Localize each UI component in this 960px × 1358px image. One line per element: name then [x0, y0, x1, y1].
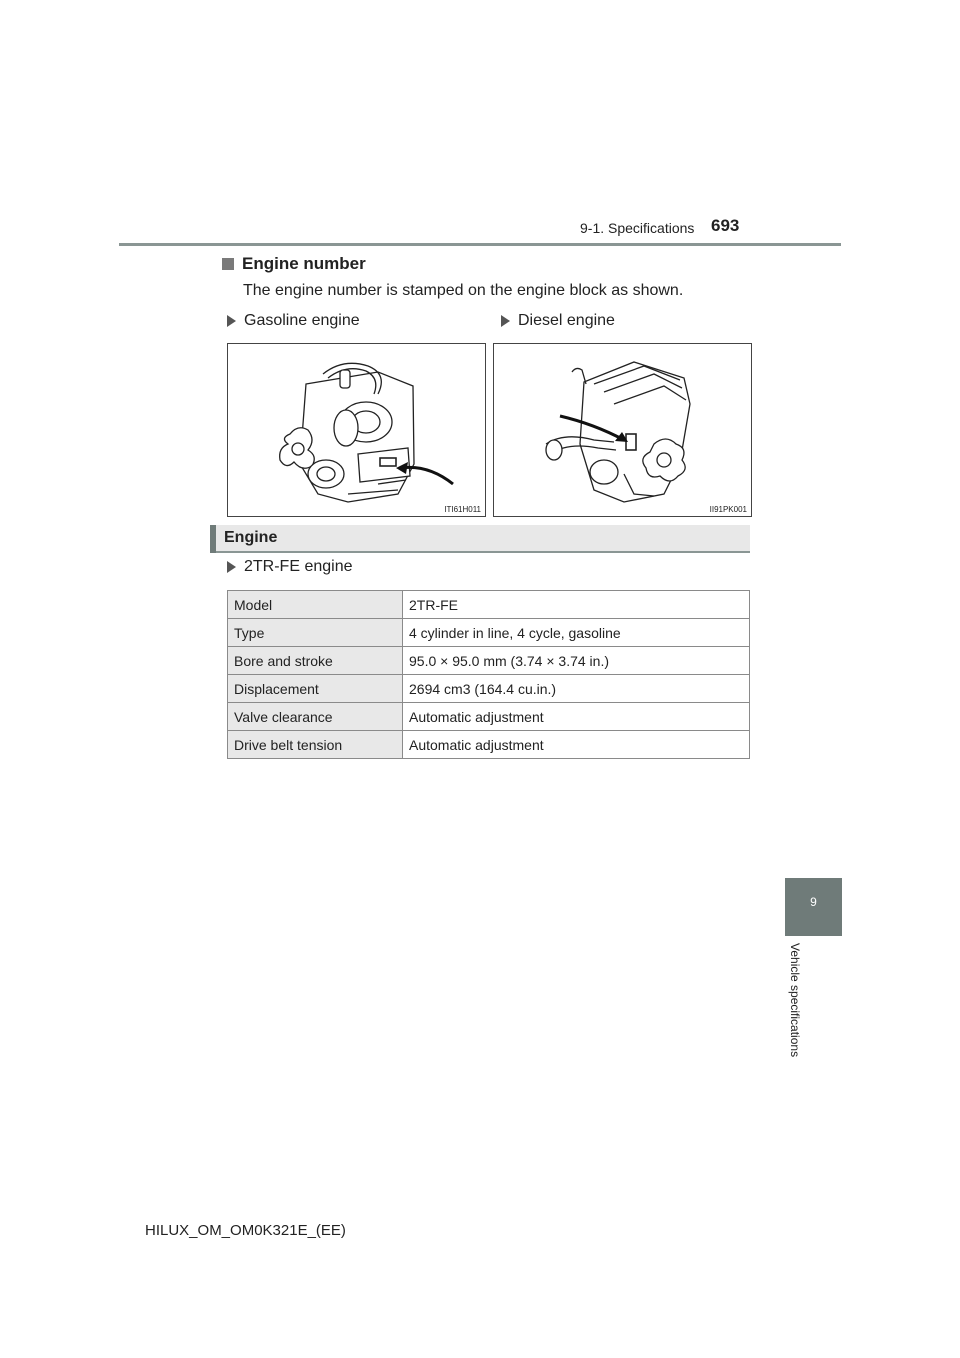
table-row: [228, 647, 750, 675]
triangle-bullet-icon: [501, 315, 510, 327]
chapter-label-text: Vehicle specifications: [788, 943, 802, 1058]
spec-value: 95.0 × 95.0 mm (3.74 × 3.74 in.): [403, 647, 750, 675]
diesel-engine-drawing: [494, 344, 751, 516]
engine-variant-text: 2TR-FE engine: [244, 558, 353, 575]
gasoline-engine-label: [227, 312, 360, 330]
engine-number-heading-text: Engine number: [242, 254, 366, 273]
gasoline-engine-text: Gasoline engine: [244, 312, 360, 329]
table-row: [228, 619, 750, 647]
spec-key: Valve clearance: [228, 703, 403, 731]
engine-variant-label: [227, 558, 353, 576]
section-heading: 9-1. Specifications: [580, 220, 695, 236]
chapter-label: [786, 943, 808, 1088]
diesel-engine-text: Diesel engine: [518, 312, 615, 329]
spec-value: 2TR-FE: [403, 591, 750, 619]
gasoline-engine-drawing: [228, 344, 485, 516]
engine-spec-table: [227, 590, 750, 759]
spec-key: Model: [228, 591, 403, 619]
diesel-engine-label: [501, 312, 615, 330]
spec-key: Type: [228, 619, 403, 647]
section-bar-stripe: [210, 525, 216, 553]
spec-value: 2694 cm3 (164.4 cu.in.): [403, 675, 750, 703]
gasoline-engine-illustration: [227, 343, 486, 517]
spec-key: Displacement: [228, 675, 403, 703]
engine-number-heading: [222, 254, 366, 274]
gasoline-image-code: ITI61H011: [444, 505, 481, 514]
table-row: [228, 703, 750, 731]
document-id: HILUX_OM_OM0K321E_(EE): [145, 1222, 346, 1239]
diesel-engine-illustration: [493, 343, 752, 517]
spec-value: Automatic adjustment: [403, 703, 750, 731]
table-row: [228, 731, 750, 759]
spec-value: 4 cylinder in line, 4 cycle, gasoline: [403, 619, 750, 647]
engine-number-description: The engine number is stamped on the engine block as shown.: [243, 282, 684, 299]
chapter-tab[interactable]: 9: [785, 878, 842, 936]
page-number: 693: [711, 216, 740, 235]
spec-value: Automatic adjustment: [403, 731, 750, 759]
table-row: [228, 675, 750, 703]
header-rule: [119, 243, 841, 246]
engine-section-bar: [210, 525, 750, 553]
spec-key: Bore and stroke: [228, 647, 403, 675]
table-row: [228, 591, 750, 619]
engine-section-title: Engine: [224, 529, 278, 546]
triangle-bullet-icon: [227, 315, 236, 327]
diesel-image-code: II91PK001: [709, 505, 747, 514]
spec-key: Drive belt tension: [228, 731, 403, 759]
triangle-bullet-icon: [227, 561, 236, 573]
square-bullet-icon: [222, 258, 234, 270]
